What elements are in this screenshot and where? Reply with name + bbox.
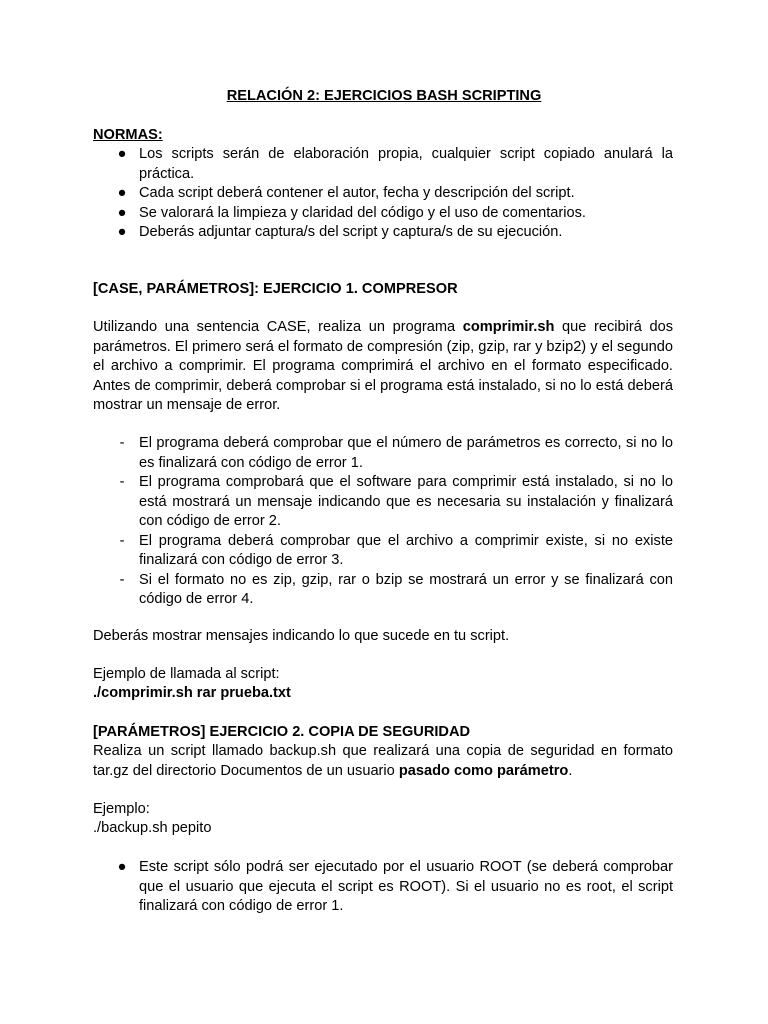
- ex1-example-command: ./comprimir.sh rar prueba.txt: [93, 685, 291, 701]
- list-item-text: Si el formato no es zip, gzip, rar o bzip se mostrará un error y se finalizará con código de error 4.: [139, 571, 673, 607]
- normas-heading: NORMAS:: [93, 127, 163, 143]
- list-item: [93, 204, 673, 224]
- document-title: RELACIÓN 2: EJERCICIOS BASH SCRIPTING: [226, 88, 542, 104]
- ex1-example-label: Ejemplo de llamada al script:: [93, 666, 280, 682]
- ex1-intro-text-cont: que recibirá dos parámetros. El primero será el formato de compresión (zip, gzip, rar y bzip2) y el segundo el archivo a comprimir. El programa comprimirá el archivo en el formato especificado. Antes de comprimir, deberá comprobar si el programa está instalado, si no lo está deberá mostrar un mensaje de error.: [93, 319, 673, 413]
- list-item-text: Cada script deberá contener el autor, fecha y descripción del script.: [139, 185, 575, 201]
- list-item: [93, 184, 673, 204]
- bullet-marker: ●: [117, 185, 127, 201]
- ex2-intro-text: Realiza un script llamado backup.sh que realizará una copia de seguridad en formato tar.gz del directorio Documentos de un usuario: [93, 743, 673, 779]
- ex1-script-name: comprimir.sh: [462, 319, 555, 335]
- list-item-text: El programa deberá comprobar que el archivo a comprimir existe, si no existe finalizará con código de error 3.: [139, 532, 673, 568]
- list-item: [93, 858, 673, 917]
- bullet-marker: ●: [117, 859, 127, 875]
- ex1-requirements-list: [93, 434, 673, 610]
- list-item-text: Los scripts serán de elaboración propia, cualquier script copiado anulará la práctica.: [139, 146, 673, 182]
- list-item-text: El programa comprobará que el software para comprimir está instalado, si no lo está mostrará un mensaje indicando que es necesaria su instalación y finalizará con código de error 2.: [139, 474, 673, 529]
- ex2-intro-bold: pasado como parámetro: [398, 762, 569, 779]
- dash-marker: -: [119, 571, 125, 588]
- dash-marker: -: [119, 532, 125, 549]
- list-item-text: Deberás adjuntar captura/s del script y captura/s de su ejecución.: [139, 224, 563, 240]
- ex2-intro-text-cont: .: [568, 762, 573, 779]
- bullet-marker: ●: [117, 204, 127, 221]
- ex2-intro: [93, 742, 673, 781]
- ex1-intro: [93, 318, 673, 416]
- ex2-example-command: ./backup.sh pepito: [93, 820, 212, 836]
- ex1-heading: [CASE, PARÁMETROS]: EJERCICIO 1. COMPRESOR: [93, 281, 458, 297]
- normas-list: [93, 145, 673, 243]
- ex2-example-label: Ejemplo:: [93, 801, 150, 817]
- list-item: [93, 571, 673, 610]
- dash-marker: -: [119, 435, 125, 451]
- list-item-text: Se valorará la limpieza y claridad del código y el uso de comentarios.: [139, 204, 586, 221]
- dash-marker: -: [119, 474, 125, 490]
- list-item-text: El programa deberá comprobar que el número de parámetros es correcto, si no lo es finalizará con código de error 1.: [139, 435, 673, 471]
- ex1-intro-text: Utilizando una sentencia CASE, realiza un programa: [93, 319, 463, 335]
- bullet-marker: ●: [117, 224, 127, 240]
- bullet-marker: ●: [117, 146, 127, 162]
- list-item-text: Este script sólo podrá ser ejecutado por el usuario ROOT (se deberá comprobar que el usuario que ejecuta el script es ROOT). Si el usuario no es root, el script finalizará con código de error 1.: [139, 859, 673, 914]
- list-item: [93, 145, 673, 184]
- list-item: [93, 473, 673, 532]
- ex1-messages-note: Deberás mostrar mensajes indicando lo que sucede en tu script.: [93, 628, 510, 644]
- list-item: [93, 434, 673, 473]
- list-item: [93, 223, 673, 243]
- ex2-requirements-list: [93, 858, 673, 917]
- list-item: [93, 532, 673, 571]
- ex2-heading: [PARÁMETROS] EJERCICIO 2. COPIA DE SEGURIDAD: [93, 724, 471, 740]
